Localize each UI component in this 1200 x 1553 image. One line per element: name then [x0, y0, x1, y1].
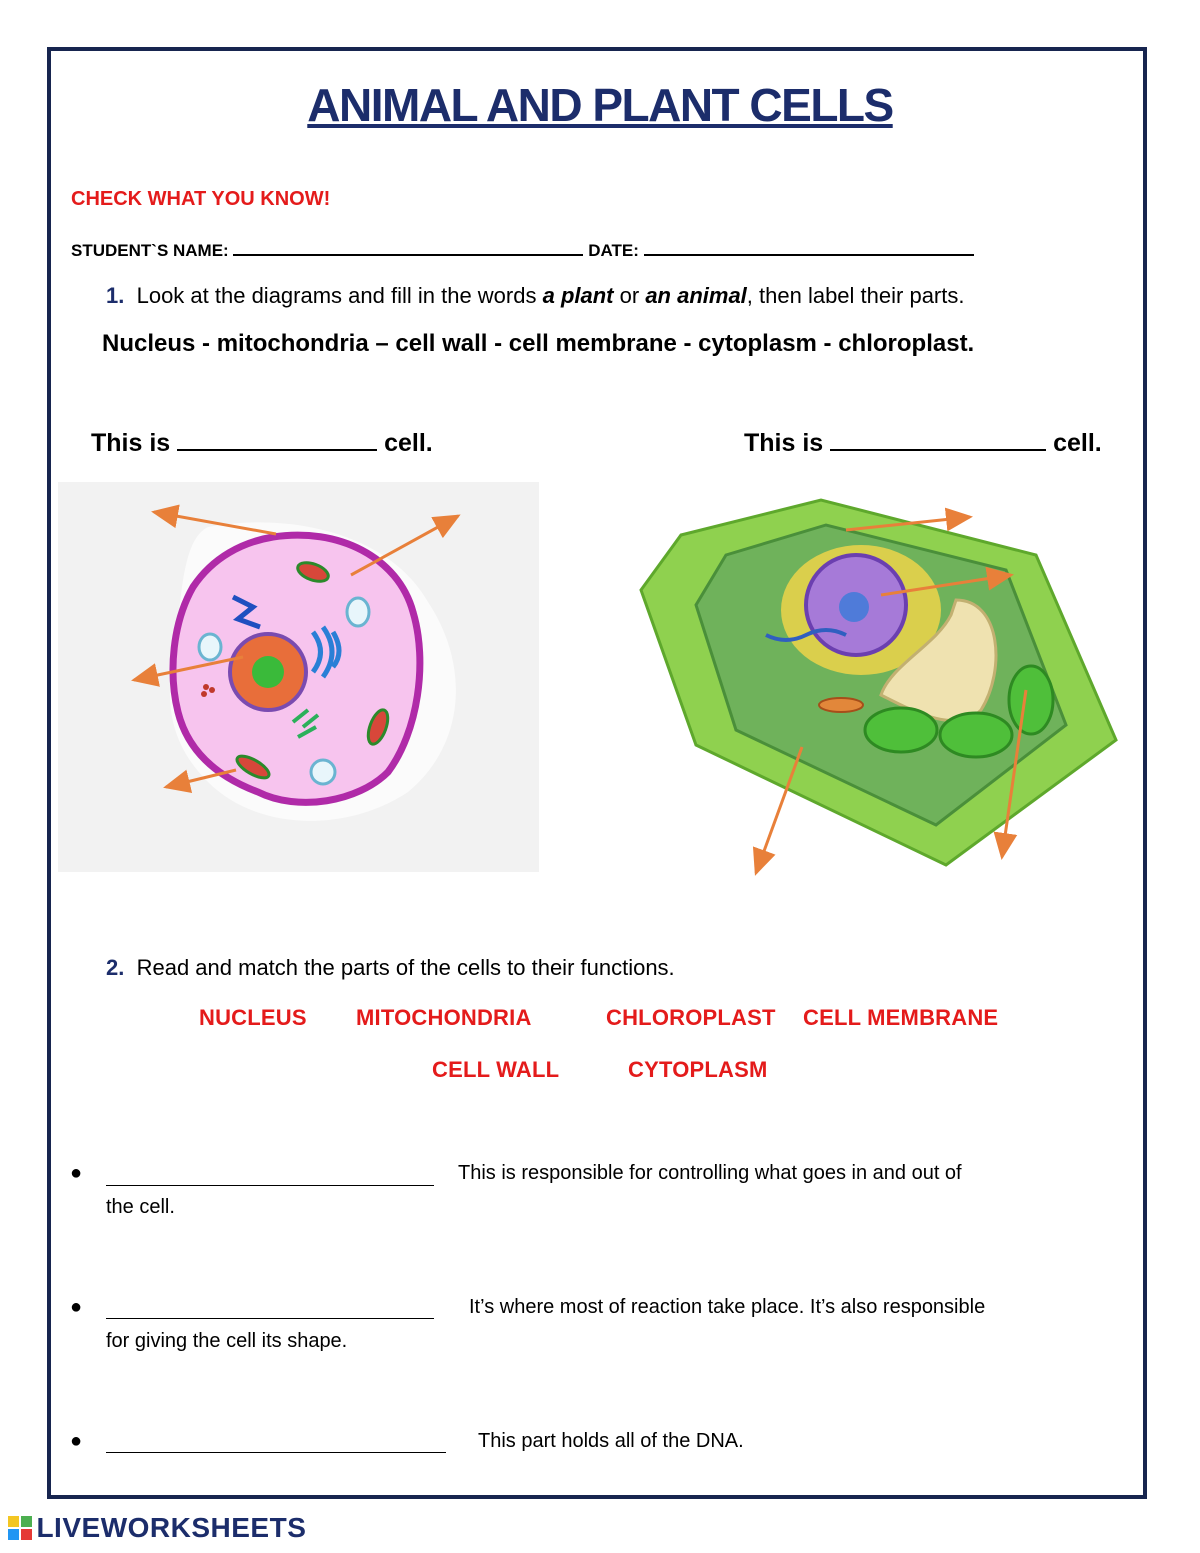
student-name-label: STUDENT`S NAME:: [71, 241, 229, 260]
liveworksheets-logo-icon: [8, 1516, 32, 1540]
word-bank-item: CELL MEMBRANE: [803, 1005, 999, 1030]
word-bank-item: CELL WALL: [432, 1057, 560, 1082]
vacuole-shape: [347, 598, 369, 626]
parts-list: Nucleus - mitochondria – cell wall - cell membrane - cytoplasm - chloroplast.: [102, 330, 975, 357]
word-bank-item: MITOCHONDRIA: [356, 1005, 532, 1030]
answer-field-1[interactable]: [106, 1165, 434, 1186]
function-2-line2: for giving the cell its shape.: [106, 1330, 348, 1352]
function-3-line1: This part holds all of the DNA.: [478, 1430, 744, 1452]
question-1: [106, 283, 964, 309]
word-bank-item: CYTOPLASM: [628, 1057, 768, 1082]
animal-cell-diagram: [58, 482, 539, 872]
function-1-line1: This is responsible for controlling what goes in and out of: [458, 1162, 962, 1184]
this-is-left-prefix: This is: [91, 429, 171, 457]
question-1-text-b: or: [613, 283, 646, 308]
question-2: [106, 955, 675, 981]
chloroplast-shape: [1009, 666, 1053, 734]
nucleolus-shape: [252, 656, 284, 688]
this-is-left: [91, 429, 433, 458]
chloroplast-shape: [940, 713, 1012, 757]
bullet-icon: ●: [70, 1430, 83, 1452]
this-is-left-suffix: cell.: [384, 429, 433, 457]
question-1-italic-b: an animal: [645, 283, 747, 308]
answer-field-3[interactable]: [106, 1432, 446, 1453]
this-is-right: [744, 429, 1102, 458]
this-is-right-suffix: cell.: [1053, 429, 1102, 457]
footer-brand: [8, 1512, 306, 1544]
question-1-text-c: , then label their parts.: [746, 283, 965, 308]
chloroplast-shape: [865, 708, 937, 752]
vacuole-shape: [199, 634, 221, 660]
plant-cell-diagram: [636, 495, 1126, 880]
this-is-right-prefix: This is: [744, 429, 824, 457]
date-label: DATE:: [588, 241, 639, 260]
question-2-text: Read and match the parts of the cells to their functions.: [136, 955, 675, 980]
right-cell-type-field[interactable]: [830, 429, 1046, 451]
footer-brand-text: LIVEWORKSHEETS: [36, 1512, 307, 1543]
question-1-italic-a: a plant: [542, 283, 614, 308]
word-bank-item: NUCLEUS: [199, 1005, 307, 1030]
function-1-line2: the cell.: [106, 1196, 175, 1218]
student-name-field[interactable]: [233, 236, 583, 256]
bullet-icon: ●: [70, 1296, 83, 1318]
page-title: ANIMAL AND PLANT CELLS: [307, 79, 893, 131]
word-bank-item: CHLOROPLAST: [606, 1005, 776, 1030]
date-field[interactable]: [644, 236, 974, 256]
nucleolus-shape: [839, 592, 869, 622]
left-cell-type-field[interactable]: [177, 429, 377, 451]
check-heading: CHECK WHAT YOU KNOW!: [71, 188, 331, 210]
question-2-number: 2.: [106, 955, 125, 980]
question-1-text-a: Look at the diagrams and fill in the words: [136, 283, 543, 308]
answer-field-2[interactable]: [106, 1298, 434, 1319]
question-1-number: 1.: [106, 283, 125, 308]
bullet-icon: ●: [70, 1162, 83, 1184]
vacuole-shape: [311, 760, 335, 784]
mitochondrion-shape: [819, 698, 863, 712]
function-2-line1: It’s where most of reaction take place. It’s also responsible: [469, 1296, 986, 1318]
label-arrow: [351, 516, 458, 575]
student-name-row: [71, 236, 974, 261]
